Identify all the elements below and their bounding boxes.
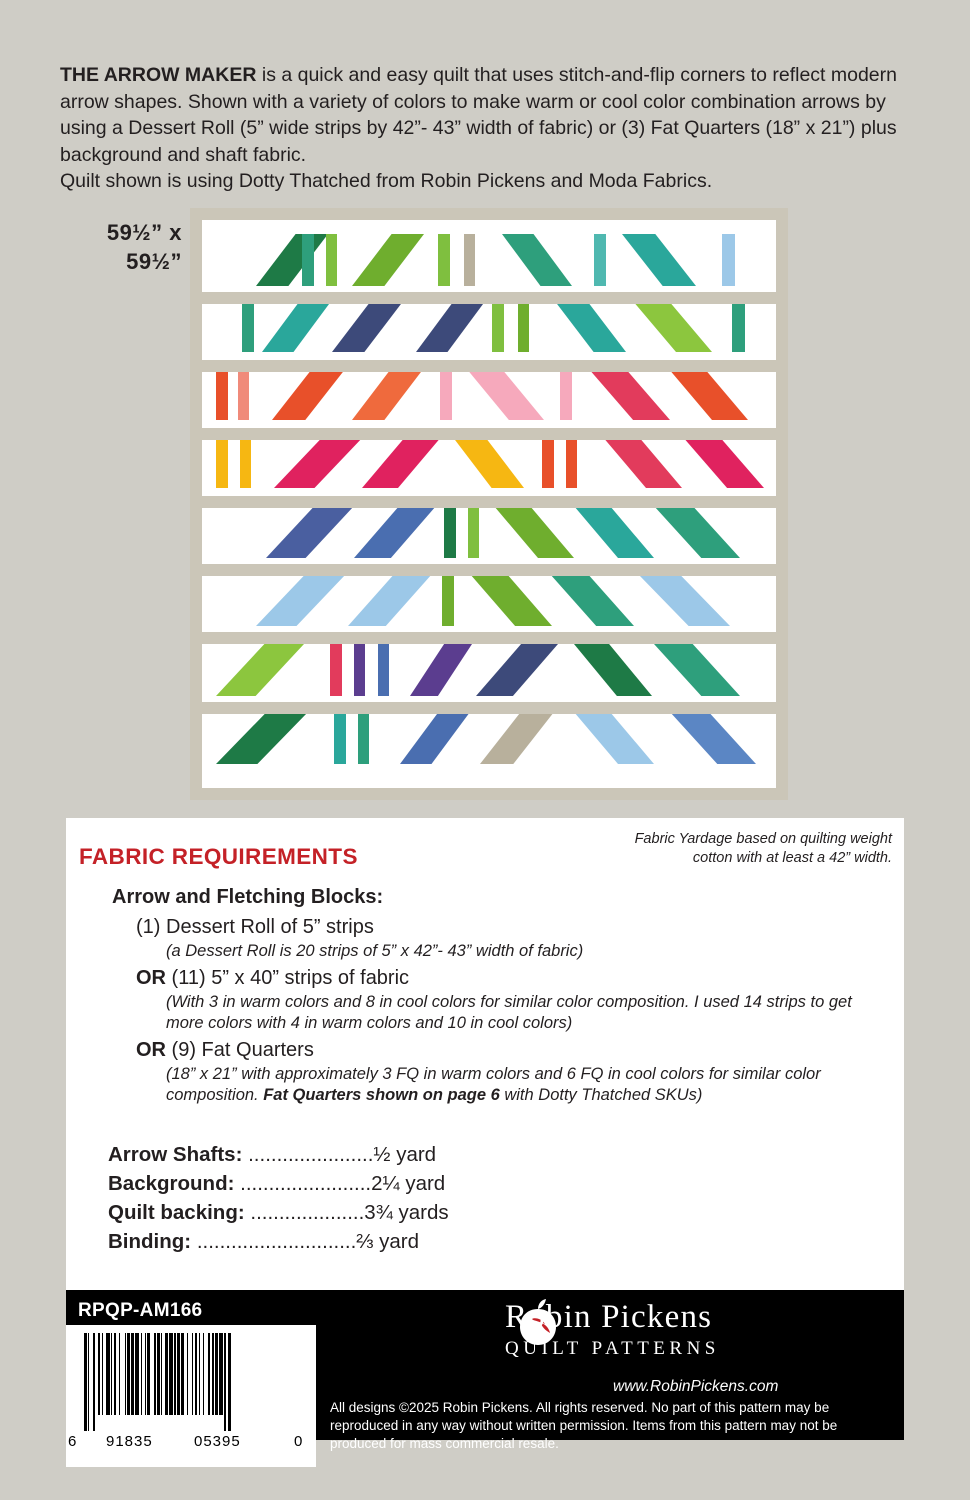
barcode-bar [215, 1333, 218, 1415]
yardage-row [108, 1198, 888, 1227]
fabric-requirements-panel [66, 818, 904, 1290]
quilt-patch [494, 506, 574, 558]
quilt-shaft [202, 428, 776, 440]
panel-title: FABRIC REQUIREMENTS [79, 844, 358, 869]
barcode-bar [125, 1333, 126, 1415]
requirements-heading: Arrow and Fletching Blocks: [112, 886, 384, 908]
quilt-photo [190, 208, 788, 800]
quilt-shaft [202, 360, 776, 372]
barcode-bar [111, 1333, 112, 1415]
quilt-patch [622, 234, 696, 286]
intro-paragraph [60, 62, 900, 195]
quilt-patch [354, 506, 436, 558]
quilt-patch [722, 234, 735, 286]
copyright-text: All designs ©2025 Robin Pickens. All rights reserved. No part of this pattern may be reproduced in any way without written permission. Items from this pattern may not be produced for mass commercial resale. [330, 1400, 838, 1451]
quilt-patch [588, 368, 670, 420]
quilt-size-label [52, 218, 182, 276]
quilt-patch [238, 368, 249, 420]
requirement-item-1-text: (1) Dessert Roll of 5” strips [136, 916, 374, 938]
quilt-shaft [202, 292, 776, 304]
barcode-bar [195, 1333, 198, 1415]
barcode-bar [102, 1333, 103, 1415]
barcode-bar [131, 1333, 134, 1415]
barcode-bar [145, 1333, 146, 1415]
quilt-size-line1: 59½” x [106, 220, 182, 245]
barcode-bar [161, 1333, 162, 1415]
quilt-patch [518, 300, 529, 352]
quilt-patch [358, 712, 369, 764]
quilt-patch [574, 506, 654, 558]
quilt-patch [542, 436, 554, 488]
quilt-patch [442, 574, 454, 626]
quilt-size-line2: 59½” [126, 249, 182, 274]
requirement-item-3-text: (9) Fat Quarters [166, 1039, 314, 1061]
quilt-patch [554, 300, 626, 352]
quilt-patch [466, 368, 544, 420]
quilt-patch [352, 368, 424, 420]
barcode-bar [127, 1333, 130, 1415]
quilt-patch [476, 644, 558, 696]
barcode [66, 1325, 316, 1467]
quilt-patch [266, 506, 354, 558]
barcode-bar [84, 1333, 87, 1431]
requirement-item-3-note-head: (18” x 21” with approximately 3 FQ in warm colors and 6 FQ in cool colors for similar color composition. [166, 1065, 821, 1104]
barcode-bar [219, 1333, 223, 1415]
quilt-patch [416, 300, 486, 352]
yardage-dots-quilt-backing: .................... [244, 1201, 365, 1224]
quilt-patch [272, 368, 346, 420]
yardage-value-arrow-shafts: ½ yard [373, 1143, 437, 1166]
quilt-patch [216, 644, 304, 696]
quilt-shaft [202, 496, 776, 508]
barcode-bar [147, 1333, 150, 1415]
barcode-bar [203, 1333, 204, 1415]
quilt-patch [668, 368, 748, 420]
brand-name: Robin Pickens [505, 1299, 713, 1335]
yardage-row [108, 1140, 888, 1169]
barcode-bar [228, 1333, 231, 1431]
quilt-patch [602, 436, 682, 488]
quilt-patch [302, 234, 314, 286]
yardage-row [108, 1169, 888, 1198]
yardage-dots-binding: ............................ [191, 1230, 357, 1253]
yardage-label-quilt-backing: Quilt backing: [108, 1201, 245, 1224]
yardage-label-arrow-shafts: Arrow Shafts: [108, 1143, 243, 1166]
panel-note: Fabric Yardage based on quilting weight cotton with at least a 42” width. [634, 831, 892, 866]
yardage-dots-background: ....................... [234, 1172, 372, 1195]
quilt-patch [256, 574, 346, 626]
quilt-patch [262, 300, 332, 352]
intro-lead: THE ARROW MAKER [60, 64, 257, 86]
quilt-patch [352, 234, 424, 286]
quilt-patch [330, 644, 342, 696]
quilt-patch [550, 574, 634, 626]
barcode-bar [224, 1333, 225, 1431]
barcode-bar [192, 1333, 193, 1415]
quilt-patch [452, 436, 524, 488]
quilt-patch [574, 644, 652, 696]
barcode-bar [199, 1333, 200, 1415]
quilt-patch [444, 506, 456, 558]
quilt-patch [332, 300, 404, 352]
barcode-bar [114, 1333, 117, 1415]
barcode-bar [106, 1333, 110, 1415]
quilt-patch [654, 644, 740, 696]
barcode-bar [119, 1333, 120, 1415]
intro-line2: Quilt shown is using Dotty Thatched from Robin Pickens and Moda Fabrics. [60, 170, 713, 192]
quilt-patch [464, 234, 475, 286]
quilt-patch [492, 300, 504, 352]
quilt-patch [732, 300, 745, 352]
barcode-bar [141, 1333, 142, 1415]
yardage-label-binding: Binding: [108, 1230, 192, 1253]
quilt-patch [438, 234, 450, 286]
barcode-bar [208, 1333, 209, 1415]
brand-subtitle: QUILT PATTERNS [505, 1338, 720, 1359]
yardage-row [108, 1227, 888, 1256]
requirements-list [112, 886, 892, 1108]
barcode-bar [98, 1333, 101, 1415]
requirement-item-3-note-bold: Fat Quarters shown on page 6 [263, 1086, 500, 1104]
quilt-patch [670, 712, 756, 764]
quilt-shaft [202, 632, 776, 644]
quilt-patch [216, 368, 228, 420]
barcode-bar [177, 1333, 180, 1415]
quilt-patch [468, 506, 479, 558]
yardage-dots-arrow-shafts: ...................... [242, 1143, 374, 1166]
barcode-bar [169, 1333, 173, 1415]
quilt-patch [216, 436, 228, 488]
quilt-patch [682, 436, 764, 488]
quilt-patch [348, 574, 432, 626]
requirement-item-2-note: (With 3 in warm colors and 8 in cool colors for similar color composition. I used 14 strips to get more colors with 4 in warm colors and 10 in cool colors) [166, 993, 852, 1032]
barcode-bar [165, 1333, 168, 1415]
yardage-value-binding: ⅔ yard [356, 1230, 419, 1253]
yardage-value-background: 2¼ yard [371, 1172, 446, 1195]
quilt-patch [410, 644, 472, 696]
requirement-item-2-prefix: OR [136, 967, 166, 989]
barcode-digit-group-3: 05395 [194, 1433, 241, 1450]
requirement-item-2 [136, 964, 892, 992]
barcode-bars [84, 1333, 298, 1431]
quilt-canvas [202, 220, 776, 788]
barcode-bar [88, 1333, 89, 1431]
requirement-item-1 [136, 913, 892, 941]
quilt-shaft [202, 564, 776, 576]
barcode-bar [154, 1333, 155, 1415]
quilt-patch [638, 574, 730, 626]
quilt-patch [378, 644, 389, 696]
brand-block [505, 1300, 905, 1360]
quilt-patch [560, 368, 572, 420]
quilt-patch [654, 506, 740, 558]
intro-body: is a quick and easy quilt that uses stitch-and-flip corners to reflect modern arrow shapes. Shown with a variety of colors to make warm or cool color combination arrows by using a Dessert Roll (5” wide strips by 42”- 43” width of fabric) or (3) Fat Quarters (18” x 21”) plus background and shaft fabric. [60, 64, 897, 166]
quilt-patch [632, 300, 712, 352]
sku-code: RPQP-AM166 [78, 1300, 203, 1321]
quilt-patch [502, 234, 572, 286]
barcode-bar [174, 1333, 175, 1415]
yardage-value-quilt-backing: 3¾ yards [364, 1201, 449, 1224]
quilt-patch [480, 712, 554, 764]
yardage-list [108, 1140, 888, 1256]
brand-url: www.RobinPickens.com [613, 1378, 779, 1395]
requirement-item-2-text: (11) 5” x 40” strips of fabric [166, 967, 410, 989]
barcode-bar [93, 1333, 94, 1431]
quilt-patch [400, 712, 470, 764]
requirement-item-3 [136, 1036, 892, 1064]
quilt-patch [354, 644, 365, 696]
quilt-patch [216, 712, 308, 764]
requirement-item-1-note: (a Dessert Roll is 20 strips of 5” x 42”- 43” width of fabric) [166, 942, 584, 960]
quilt-patch [440, 368, 452, 420]
requirement-item-3-note [166, 1064, 892, 1106]
barcode-digit-group-4: 0 [294, 1433, 304, 1450]
quilt-patch [574, 712, 654, 764]
quilt-patch [470, 574, 552, 626]
quilt-patch [362, 436, 442, 488]
barcode-bar [212, 1333, 213, 1415]
requirement-item-3-prefix: OR [136, 1039, 166, 1061]
barcode-bar [135, 1333, 139, 1415]
requirement-item-3-note-tail: with Dotty Thatched SKUs) [499, 1086, 703, 1104]
barcode-bar [187, 1333, 188, 1415]
quilt-patch [566, 436, 577, 488]
quilt-patch [274, 436, 364, 488]
yardage-label-background: Background: [108, 1172, 235, 1195]
barcode-bar [157, 1333, 160, 1415]
barcode-digit-group-1: 6 [68, 1433, 78, 1450]
quilt-shaft [202, 702, 776, 714]
quilt-patch [594, 234, 606, 286]
barcode-bar [181, 1333, 184, 1415]
quilt-patch [240, 436, 251, 488]
quilt-patch [256, 234, 328, 286]
barcode-digit-group-2: 91835 [106, 1433, 153, 1450]
quilt-patch [334, 712, 346, 764]
quilt-patch [326, 234, 337, 286]
quilt-patch [242, 300, 254, 352]
